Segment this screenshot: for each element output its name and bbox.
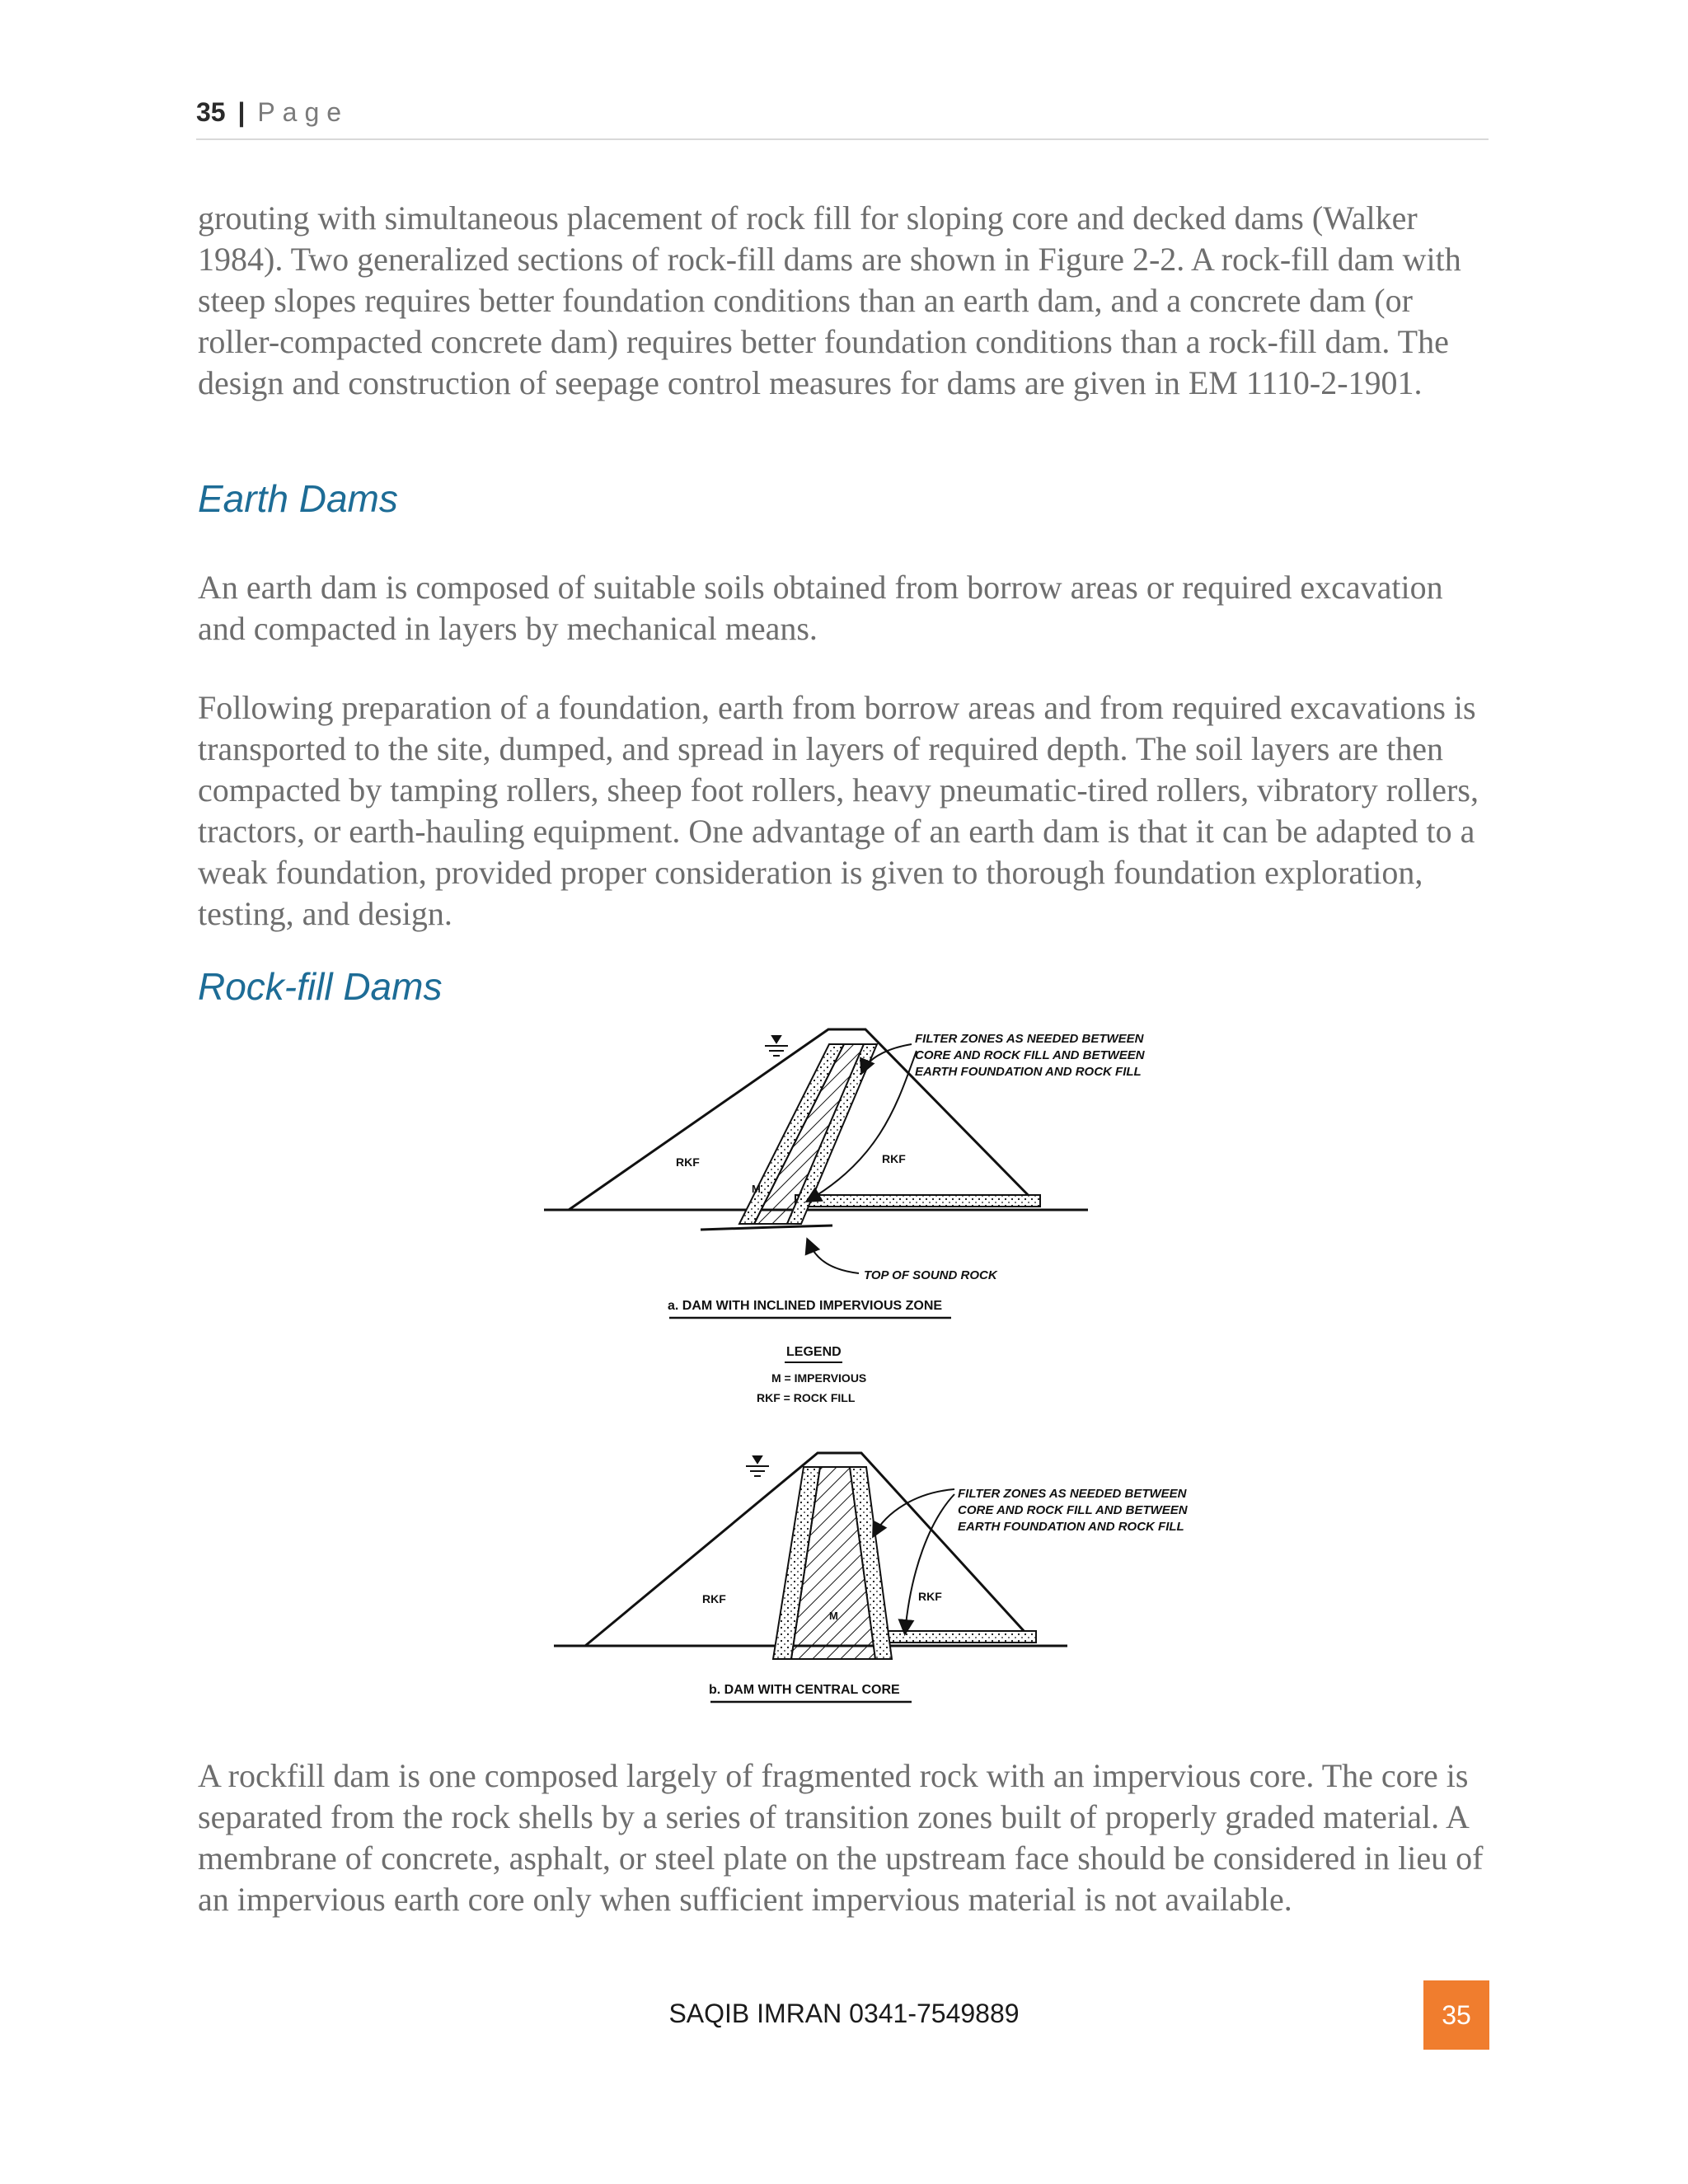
intro-paragraph: grouting with simultaneous placement of rock fill for sloping core and decked dams (Walker 1984). Two generalized sections of rock-fill dams are shown in Figure 2-2. A rock-fill dam with steep slopes requires better foundation conditions than an earth dam, and a concrete dam (or roller-compacted concrete dam) requires better foundation conditions than a rock-fill dam. The design and construction of seepage control measures for dams are given in EM 1110-2-1901.	[198, 199, 1461, 401]
footer-page-badge: 35	[1423, 1980, 1489, 2050]
section-b-rkf-left: RKF	[702, 1592, 726, 1605]
section-a-rkf-right: RKF	[882, 1152, 906, 1165]
water-level-icon	[765, 1036, 788, 1056]
heading-earth-dams: Earth Dams	[198, 477, 398, 520]
section-b-note-line3: EARTH FOUNDATION AND ROCK FILL	[958, 1520, 1184, 1534]
section-a-caption: a. DAM WITH INCLINED IMPERVIOUS ZONE	[668, 1299, 943, 1313]
section-b-caption: b. DAM WITH CENTRAL CORE	[709, 1683, 900, 1697]
legend-title: LEGEND	[786, 1345, 842, 1359]
section-a-note-line2: CORE AND ROCK FILL AND BETWEEN	[915, 1048, 1145, 1062]
section-b-note-line2: CORE AND ROCK FILL AND BETWEEN	[958, 1503, 1188, 1517]
header-page-word: Page	[257, 97, 349, 127]
dam-sections-drawing	[536, 1026, 1188, 1727]
water-level-icon-b	[746, 1456, 769, 1476]
section-b-central-core	[554, 1453, 1189, 1702]
earth-dams-paragraph-2: Following preparation of a foundation, earth from borrow areas and from required excavations is transported to the site, dumped, and spread in layers of required depth. The soil layers are then compacted by tamping rollers, sheep foot rollers, heavy pneumatic-tired rollers, vibratory rollers, tractors, or earth-hauling equipment. One advantage of an earth dam is that it can be adapted to a weak foundation, provided proper consideration is given to thorough foundation exploration, testing, and design.	[198, 689, 1479, 932]
earth-dams-paragraph-1: An earth dam is composed of suitable soils obtained from borrow areas or required excavation and compacted in layers by mechanical means.	[198, 569, 1443, 647]
rockfill-paragraph: A rockfill dam is one composed largely of fragmented rock with an impervious core. The core is separated from the rock shells by a series of transition zones built of properly graded material. A membrane of concrete, asphalt, or steel plate on the upstream face should be considered in lieu of an impervious earth core only when sufficient impervious material is not available.	[198, 1757, 1484, 1918]
legend-line1: M = IMPERVIOUS	[771, 1371, 867, 1385]
dam-sections-figure	[536, 1026, 1188, 1727]
section-b-rkf-right: RKF	[918, 1590, 942, 1603]
section-a-note-line1: FILTER ZONES AS NEEDED BETWEEN	[915, 1032, 1144, 1046]
section-b-core-label: M	[829, 1610, 838, 1622]
section-a-inclined-core	[544, 1029, 1146, 1318]
section-b-note-line1: FILTER ZONES AS NEEDED BETWEEN	[958, 1487, 1187, 1501]
figure-legend	[757, 1345, 866, 1404]
section-a-core-label: M	[752, 1183, 761, 1195]
section-a-note-line3: EARTH FOUNDATION AND ROCK FILL	[915, 1065, 1142, 1079]
header-separator: |	[237, 97, 246, 127]
page-header	[196, 97, 1489, 140]
header-page-number: 35	[196, 97, 226, 127]
heading-rockfill-dams: Rock-fill Dams	[198, 965, 443, 1008]
footer-author: SAQIB IMRAN 0341-7549889	[668, 1999, 1020, 2028]
section-a-rkf-left: RKF	[676, 1155, 700, 1169]
section-a-rock-label: TOP OF SOUND ROCK	[864, 1268, 997, 1282]
legend-line2: RKF = ROCK FILL	[757, 1391, 856, 1404]
